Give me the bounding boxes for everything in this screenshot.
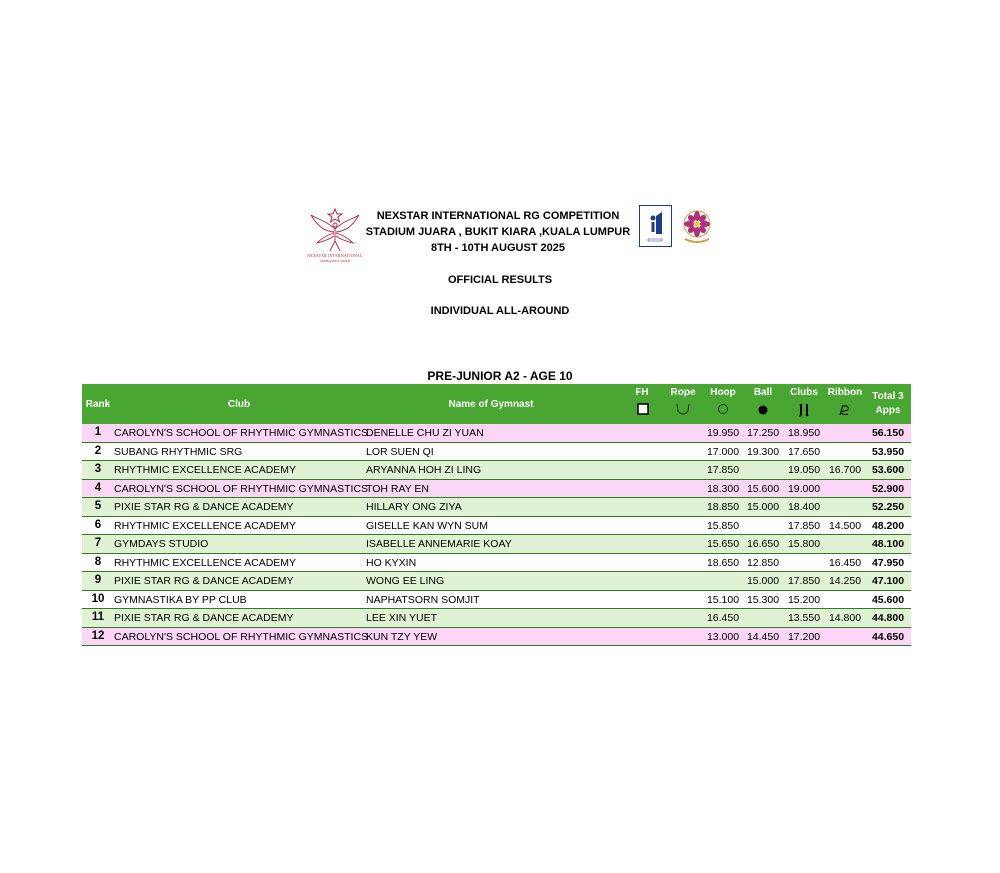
hoop-score-cell: 17.850 [706,464,740,476]
ball-score-cell: 15.600 [746,482,780,495]
hoop-score-cell: 18.850 [706,501,740,513]
gymnast-cell: NAPHATSORN SOMJIT [366,593,480,606]
nexstar-logo [305,205,365,265]
table-row [82,424,911,443]
freehand-square-icon [636,402,650,416]
hoop-score-cell: 19.950 [706,427,740,439]
rank-cell: 7 [94,537,102,549]
total-score-cell: 53.600 [871,464,905,476]
club-cell: CAROLYN'S SCHOOL OF RHYTHMIC GYMNASTICS [114,630,369,643]
rank-cell: 9 [94,574,102,586]
hoop-score-cell: 13.000 [706,630,740,643]
ball-score-cell: 15.000 [746,575,780,587]
rank-cell: 8 [94,555,102,568]
col-gymnast: Name of Gymnast [448,399,534,410]
clubs-score-cell: 18.400 [787,501,821,513]
hoop-icon [716,402,730,416]
gymnast-cell: WONG EE LING [366,575,445,587]
ball-score-cell: 12.850 [746,556,780,569]
club-cell: PIXIE STAR RG & DANCE ACADEMY [114,575,294,587]
col-rope: Rope [670,387,696,398]
total-score-cell: 47.950 [871,556,905,569]
official-results-title: OFFICIAL RESULTS [447,274,553,286]
clubs-score-cell: 17.850 [787,519,821,532]
hoop-score-cell: 17.000 [706,445,740,458]
rank-cell: 6 [94,518,102,531]
hoop-score-cell: 15.100 [706,593,740,606]
ball-icon [756,403,770,417]
table-row [82,628,911,647]
col-ribbon: Ribbon [827,387,863,398]
table-row [82,591,911,610]
club-cell: CAROLYN'S SCHOOL OF RHYTHMIC GYMNASTICS [114,427,369,439]
table-row [82,517,911,536]
total-score-cell: 48.100 [871,538,905,550]
clubs-score-cell: 17.650 [787,445,821,458]
clubs-score-cell: 19.050 [787,464,821,476]
ribbon-score-cell: 16.450 [828,556,862,569]
clubs-score-cell: 15.200 [787,593,821,606]
event-dates: 8TH - 10TH AUGUST 2025 [430,242,566,254]
rank-cell: 10 [91,592,105,605]
col-fh: FH [635,387,649,398]
total-score-cell: 45.600 [871,593,905,606]
table-header [82,384,911,424]
table-row [82,443,911,462]
col-club: Club [227,399,251,410]
col-total-line2: Apps [875,405,901,416]
category-title: PRE-JUNIOR A2 - AGE 10 [427,369,573,383]
ribbon-score-cell: 14.500 [828,519,862,532]
col-total-line1: Total 3 [872,391,904,402]
event-venue: STADIUM JUARA , BUKIT KIARA ,KUALA LUMPUR [365,226,631,238]
ball-score-cell: 16.650 [746,538,780,550]
total-score-cell: 44.650 [871,630,905,643]
club-cell: CAROLYN'S SCHOOL OF RHYTHMIC GYMNASTICS [114,482,369,495]
clubs-icon [797,402,811,417]
clubs-score-cell: 15.800 [787,538,821,550]
total-score-cell: 52.900 [871,482,905,495]
total-score-cell: 47.100 [871,575,905,587]
club-cell: RHYTHMIC EXCELLENCE ACADEMY [114,519,297,532]
gymnast-cell: GISELLE KAN WYN SUM [366,519,488,532]
table-row [82,554,911,573]
total-score-cell: 53.950 [871,445,905,458]
table-row [82,572,911,591]
gymnast-cell: KUN TZY YEW [366,630,438,643]
table-row [82,480,911,499]
federation-logo [639,205,672,247]
table-row [82,461,911,480]
clubs-score-cell: 13.550 [787,612,821,624]
club-cell: RHYTHMIC EXCELLENCE ACADEMY [114,556,297,569]
results-table [82,384,911,646]
rank-cell: 4 [94,481,102,494]
table-body [82,424,911,646]
nexstar-star-figure-icon [305,205,365,253]
rope-icon [674,402,692,416]
gymnast-cell: ISABELLE ANNEMARIE KOAY [366,538,512,550]
clubs-score-cell: 17.850 [787,575,821,587]
rank-cell: 11 [91,611,105,623]
table-row [82,535,911,554]
ball-score-cell: 19.300 [746,445,780,458]
clubs-score-cell: 19.000 [787,482,821,495]
table-row [82,609,911,628]
rank-cell: 2 [94,444,102,457]
total-score-cell: 52.250 [871,501,905,513]
gymnast-cell: LOR SUEN QI [366,445,434,458]
club-cell: RHYTHMIC EXCELLENCE ACADEMY [114,464,297,476]
gymnast-cell: DENELLE CHU ZI YUAN [366,427,484,439]
event-header [360,208,636,256]
event-name: NEXSTAR INTERNATIONAL RG COMPETITION [376,210,620,222]
hoop-score-cell: 15.850 [706,519,740,532]
hoop-score-cell: 16.450 [706,612,740,624]
col-ball: Ball [753,387,773,398]
hoop-score-cell: 18.650 [706,556,740,569]
gymnast-cell: HO KYXIN [366,556,417,569]
gymnast-cell: ARYANNA HOH ZI LING [366,464,482,476]
total-score-cell: 44.800 [871,612,905,624]
col-rank: Rank [85,399,111,410]
association-emblem [679,207,715,245]
col-hoop: Hoop [710,387,736,398]
total-score-cell: 56.150 [871,427,905,439]
rank-cell: 12 [91,629,105,642]
col-total [868,390,908,418]
hoop-score-cell: 15.650 [706,538,740,550]
gymnast-cell: LEE XIN YUET [366,612,437,624]
club-cell: GYMDAYS STUDIO [114,538,209,550]
total-score-cell: 48.200 [871,519,905,532]
clubs-score-cell: 17.200 [787,630,821,643]
gymnast-figure-icon [640,206,670,245]
ribbon-score-cell: 16.700 [828,464,862,476]
club-cell: PIXIE STAR RG & DANCE ACADEMY [114,612,294,624]
ball-score-cell: 17.250 [746,427,780,439]
ball-score-cell: 15.300 [746,593,780,606]
event-type-title: INDIVIDUAL ALL-AROUND [430,305,570,317]
rank-cell: 3 [94,463,102,475]
ribbon-score-cell: 14.800 [828,612,862,624]
table-row [82,498,911,517]
club-cell: PIXIE STAR RG & DANCE ACADEMY [114,501,294,513]
rank-cell: 1 [94,426,102,438]
flower-emblem-icon [679,207,715,245]
club-cell: SUBANG RHYTHMIC SRG [114,445,243,458]
rank-cell: 5 [94,500,102,512]
ribbon-icon [838,402,852,417]
clubs-score-cell: 18.950 [787,427,821,439]
ball-score-cell: 14.450 [746,630,780,643]
gymnast-cell: HILLARY ONG ZIYA [366,501,462,513]
logo-tagline: GYMNASTICS GROUP [319,259,351,263]
hoop-score-cell: 18.300 [706,482,740,495]
logo-brand-text: NEXSTAR INTERNATIONAL [307,253,363,258]
ball-score-cell: 15.000 [746,501,780,513]
col-clubs: Clubs [790,387,818,398]
ribbon-score-cell: 14.250 [828,575,862,587]
club-cell: GYMNASTIKA BY PP CLUB [114,593,247,606]
gymnast-cell: TOH RAY EN [366,482,430,495]
